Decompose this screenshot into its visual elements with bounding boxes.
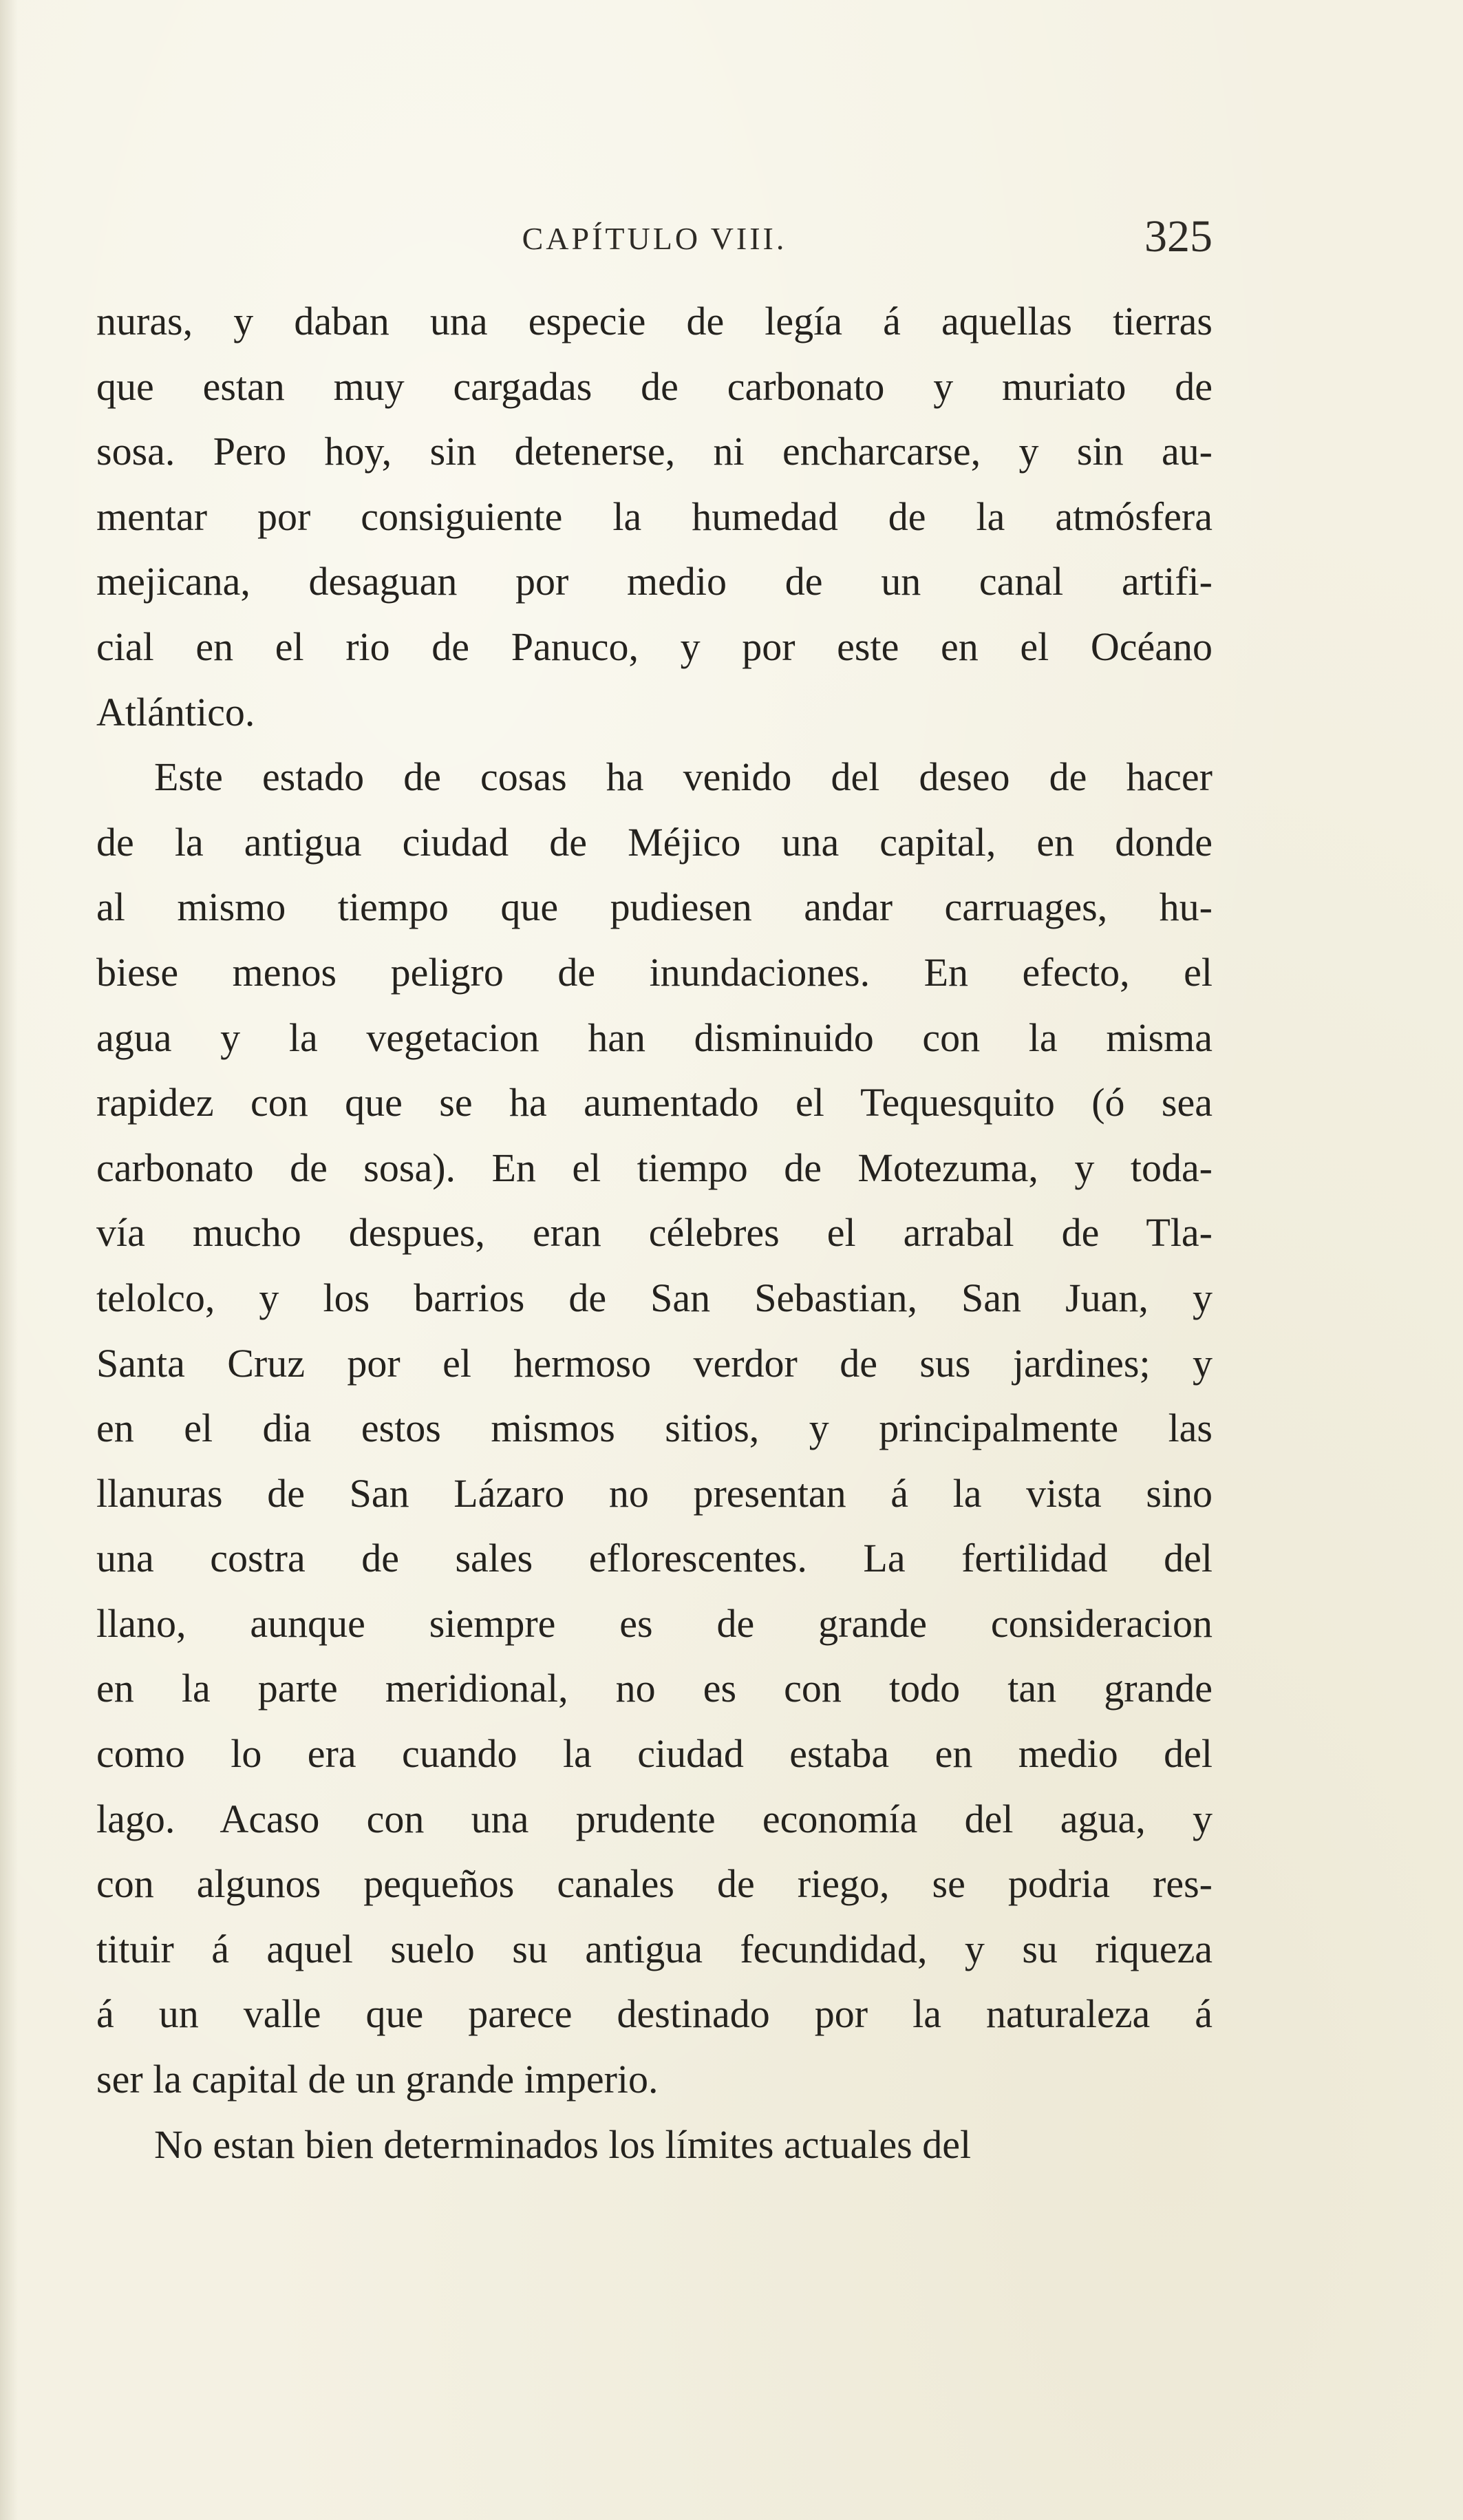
page-header	[96, 211, 1213, 278]
paragraph-start-line: No estan bien determinados los límites actuales del	[154, 2121, 972, 2167]
text-line: agua y la vegetacion han disminuido con la misma	[96, 1015, 1213, 1060]
text-line: cial en el rio de Panuco, y por este en el Océano	[96, 624, 1213, 669]
text-line: en la parte meridional, no es con todo tan grande	[96, 1666, 1213, 1711]
body-text	[96, 289, 1213, 2177]
text-line: una costra de sales eflorescentes. La fertilidad del	[96, 1536, 1213, 1581]
text-line: sosa. Pero hoy, sin detenerse, ni encharcarse, y sin au-	[96, 429, 1213, 474]
text-line: vía mucho despues, eran célebres el arrabal de Tla-	[96, 1210, 1213, 1256]
text-line: telolco, y los barrios de San Sebastian, San Juan, y	[96, 1275, 1213, 1320]
text-line: llano, aunque siempre es de grande consideracion	[96, 1600, 1213, 1646]
text-line: que estan muy cargadas de carbonato y muriato de	[96, 363, 1213, 409]
text-line: tituir á aquel suelo su antigua fecundidad, y su riqueza	[96, 1926, 1213, 1971]
text-line: nuras, y daban una especie de legía á aquellas tierras	[96, 299, 1213, 343]
page-binding-edge	[0, 0, 18, 2520]
text-line: como lo era cuando la ciudad estaba en medio del	[96, 1731, 1213, 1777]
text-line: mentar por consiguiente la humedad de la atmósfera	[96, 494, 1213, 539]
text-line: carbonato de sosa). En el tiempo de Motezuma, y toda-	[96, 1145, 1213, 1190]
text-line: con algunos pequeños canales de riego, se podria res-	[96, 1861, 1213, 1907]
running-head: CAPÍTULO VIII.	[522, 221, 787, 256]
paragraph-end-line: Atlántico.	[96, 689, 255, 734]
text-line: Santa Cruz por el hermoso verdor de sus jardines; y	[96, 1340, 1213, 1386]
text-line: llanuras de San Lázaro no presentan á la vista sino	[96, 1470, 1213, 1516]
text-line: al mismo tiempo que pudiesen andar carruages, hu-	[96, 885, 1213, 930]
text-line: mejicana, desaguan por medio de un canal artifi-	[96, 559, 1213, 604]
text-line: en el dia estos mismos sitios, y principalmente las	[96, 1406, 1213, 1451]
text-line: á un valle que parece destinado por la naturaleza á	[96, 1991, 1213, 2037]
text-line: de la antigua ciudad de Méjico una capital, en donde	[96, 819, 1213, 865]
text-line: biese menos peligro de inundaciones. En efecto, el	[96, 949, 1213, 995]
text-line: rapidez con que se ha aumentado el Tequesquito (ó sea	[96, 1080, 1213, 1125]
paragraph-end-line: ser la capital de un grande imperio.	[96, 2057, 659, 2102]
text-line: lago. Acaso con una prudente economía del agua, y	[96, 1796, 1213, 1841]
paragraph-start-line: Este estado de cosas ha venido del deseo de hacer	[154, 754, 1213, 800]
page-number: 325	[1144, 211, 1213, 262]
